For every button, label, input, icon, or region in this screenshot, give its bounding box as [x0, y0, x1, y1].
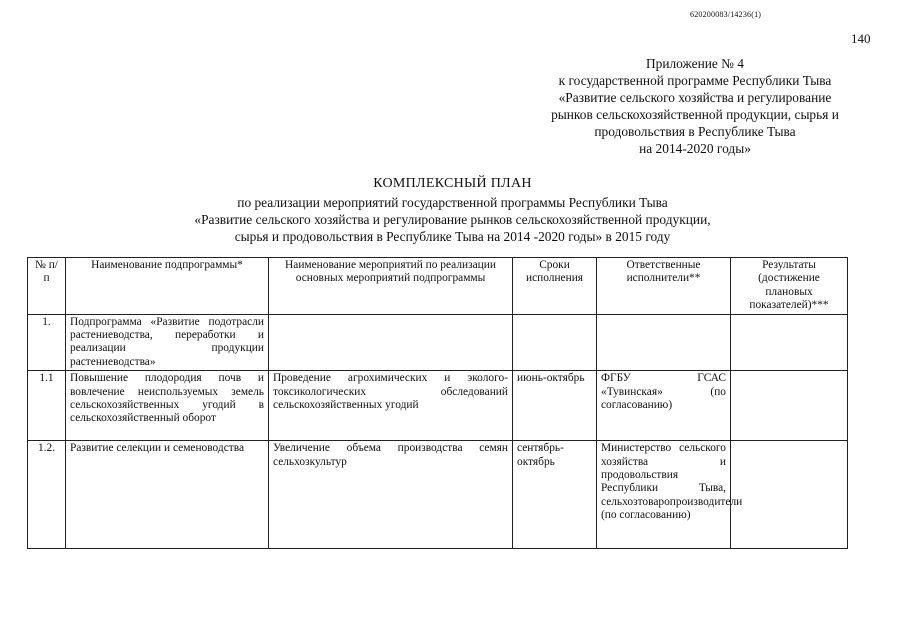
- cell-responsible: ФГБУ ГСАС «Тувинская» (по согласованию): [597, 371, 731, 441]
- header-subprogram: Наименование подпрограммы*: [66, 258, 269, 315]
- header-results: Результаты (достижение плановых показателей)***: [731, 258, 848, 315]
- table-row: [28, 441, 848, 549]
- cell-results: [731, 371, 848, 441]
- header-term: Сроки исполнения: [513, 258, 597, 315]
- appendix-line: «Развитие сельского хозяйства и регулирование: [558, 90, 832, 105]
- cell-subprogram: Развитие селекции и семеноводства: [66, 441, 269, 549]
- appendix-line: рынков сельскохозяйственной продукции, сырья и: [551, 107, 839, 122]
- appendix-line: на 2014-2020 годы»: [639, 141, 751, 156]
- cell-activity: Проведение агрохимических и эколого-токсикологических обследований сельскохозяйственных угодий: [269, 371, 513, 441]
- cell-num: 1.2.: [28, 441, 66, 549]
- appendix-line: продовольствия в Республике Тыва: [594, 124, 796, 139]
- plan-subtitle-line: «Развитие сельского хозяйства и регулирование рынков сельскохозяйственной продукции,: [194, 212, 711, 227]
- header-num: № п/п: [28, 258, 66, 315]
- plan-subtitle: [0, 194, 905, 245]
- cell-num: 1.1: [28, 371, 66, 441]
- cell-num: 1.: [28, 314, 66, 371]
- header-responsible: Ответственные исполнители**: [597, 258, 731, 315]
- cell-subprogram: Повышение плодородия почв и вовлечение неиспользуемых земель сельскохозяйственных угодий в сельскохозяйственный оборот: [66, 371, 269, 441]
- table-header-row: [28, 258, 848, 315]
- cell-term: июнь-октябрь: [513, 371, 597, 441]
- cell-activity: Увеличение объема производства семян сельхозкультур: [269, 441, 513, 549]
- appendix-line: Приложение № 4: [645, 56, 745, 71]
- header-activity: Наименование мероприятий по реализации основных мероприятий подпрограммы: [269, 258, 513, 315]
- plan-title: КОМПЛЕКСНЫЙ ПЛАН: [373, 176, 532, 191]
- table-row: [28, 314, 848, 371]
- appendix-block: [520, 55, 870, 157]
- plan-subtitle-line: по реализации мероприятий государственной программы Республики Тыва: [237, 195, 668, 210]
- page-number: 140: [851, 31, 871, 46]
- cell-responsible: Министерство сельского хозяйства и продовольствия Республики Тыва, сельхозтоваропроизводители (по согласованию): [597, 441, 731, 549]
- cell-activity: [269, 314, 513, 371]
- cell-results: [731, 314, 848, 371]
- cell-term: [513, 314, 597, 371]
- table-row: [28, 371, 848, 441]
- plan-table: [27, 257, 848, 549]
- cell-subprogram: Подпрограмма «Развитие подотрасли растениеводства, переработки и реализации продукции растениеводства»: [66, 314, 269, 371]
- appendix-line: к государственной программе Республики Тыва: [558, 73, 832, 88]
- plan-subtitle-line: сырья и продовольствия в Республике Тыва на 2014 -2020 годы» в 2015 году: [234, 229, 671, 244]
- document-id: 620200083/14236(1): [690, 10, 762, 19]
- cell-term: сентябрь-октябрь: [513, 441, 597, 549]
- cell-responsible: [597, 314, 731, 371]
- cell-results: [731, 441, 848, 549]
